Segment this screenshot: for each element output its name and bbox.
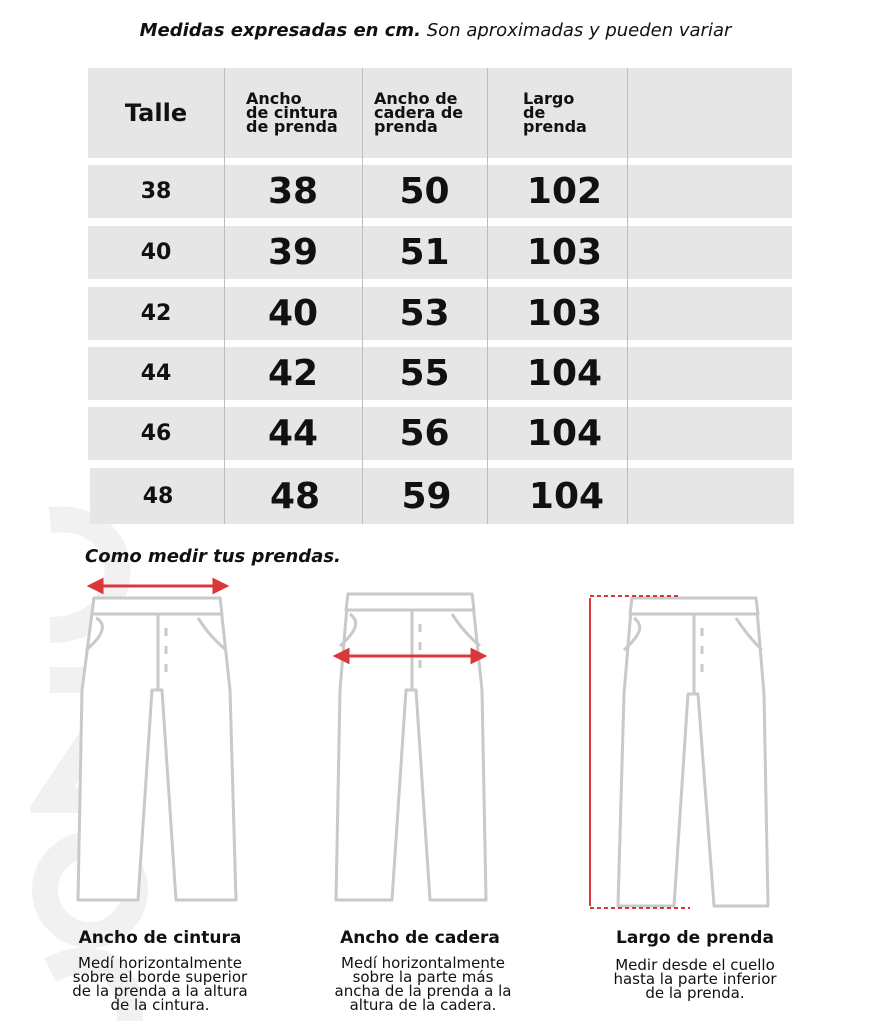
largo-value: 104 [528, 475, 605, 517]
header-cintura-line: Ancho [246, 89, 302, 108]
header-talle: Talle [124, 99, 188, 127]
cadera-value: 51 [399, 232, 450, 273]
pants-hip-illustration [320, 580, 510, 910]
header-cadera [374, 89, 464, 136]
cintura-value: 48 [269, 475, 321, 517]
talle-value: 38 [140, 179, 172, 204]
caption-line: altura de la cadera. [349, 996, 497, 1014]
cadera-value: 56 [399, 413, 450, 454]
caption-line: sobre el borde superior [72, 968, 248, 986]
hip-caption-title: Ancho de cadera [340, 928, 500, 948]
table-row [88, 226, 792, 279]
table-row [88, 165, 792, 218]
largo-value: 103 [526, 232, 603, 273]
cadera-value: 53 [399, 293, 450, 334]
caption-line: Medí horizontalmente [341, 954, 505, 972]
caption-line: ancha de la prenda a la [334, 982, 512, 1000]
length-caption-text [585, 958, 805, 1000]
table-header-row [88, 68, 792, 158]
pants-length-illustration [580, 586, 780, 916]
talle-value: 46 [140, 421, 172, 446]
talle-value: 40 [140, 240, 172, 265]
column-divider [487, 68, 488, 524]
header-largo-line: Largo [523, 89, 575, 108]
largo-value: 102 [526, 171, 603, 212]
caption-line: de la prenda a la altura [72, 982, 248, 1000]
measures-note [0, 20, 871, 41]
length-caption-title: Largo de prenda [616, 928, 774, 948]
waist-caption-title: Ancho de cintura [78, 928, 242, 948]
cintura-value: 44 [267, 413, 319, 454]
column-divider [362, 68, 363, 524]
table-row [88, 347, 792, 400]
talle-value: 44 [140, 361, 172, 386]
header-largo [523, 89, 587, 136]
header-cintura-line: de cintura [246, 103, 338, 122]
header-cadera-cell [362, 68, 487, 158]
largo-value: 104 [526, 353, 603, 394]
largo-value: 104 [526, 413, 603, 454]
header-talle-cell [88, 68, 224, 158]
guide-title: Como medir tus prendas. [85, 546, 341, 567]
table-row [90, 468, 794, 524]
cintura-value: 39 [267, 232, 319, 273]
cadera-value: 59 [401, 475, 452, 517]
caption-line: sobre la parte más [352, 968, 494, 986]
cadera-value: 55 [399, 353, 450, 394]
measures-note-bold: Medidas expresadas en cm. [139, 20, 422, 41]
pants-waist-illustration [60, 570, 260, 910]
measures-note-rest: Son aproximadas y pueden variar [426, 20, 732, 41]
caption-line: hasta la parte inferior [613, 970, 777, 988]
largo-value: 103 [526, 293, 603, 334]
caption-line: de la prenda. [645, 984, 745, 1002]
waist-caption-text [40, 956, 280, 1012]
header-cintura [246, 89, 338, 136]
caption-line: Medí horizontalmente [78, 954, 242, 972]
cintura-value: 42 [267, 353, 319, 394]
column-divider [627, 68, 628, 524]
table-row [88, 407, 792, 460]
header-cadera-line: cadera de [374, 103, 464, 122]
header-cadera-line: prenda [374, 117, 438, 136]
header-largo-cell [487, 68, 627, 158]
header-cintura-line: de prenda [246, 117, 338, 136]
talle-value: 48 [142, 483, 174, 509]
cintura-value: 38 [267, 171, 319, 212]
caption-line: Medir desde el cuello [615, 956, 775, 974]
header-largo-line: prenda [523, 117, 587, 136]
column-divider [224, 68, 225, 524]
header-largo-line: de [523, 103, 546, 122]
table-row [88, 287, 792, 340]
header-cintura-cell [224, 68, 362, 158]
cadera-value: 50 [399, 171, 450, 212]
talle-value: 42 [140, 301, 172, 326]
caption-line: de la cintura. [110, 996, 210, 1014]
cintura-value: 40 [267, 293, 319, 334]
header-cadera-line: Ancho de [374, 89, 458, 108]
hip-caption-text [300, 956, 546, 1012]
